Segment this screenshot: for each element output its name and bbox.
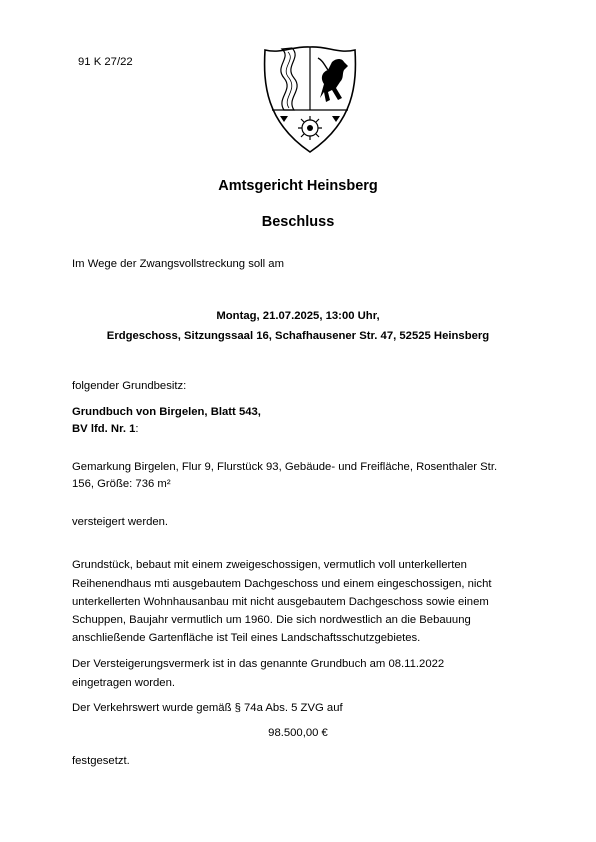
description-line: unterkellerten Wohnhausanbau mit nicht ausgebautem Dachgeschoss sowie einem [72, 596, 489, 608]
intro-text: Im Wege der Zwangsvollstreckung soll am [72, 258, 285, 270]
register-line: Grundbuch von Birgelen, Blatt 543, [72, 406, 261, 418]
bv-suffix: : [135, 423, 139, 435]
location-line: Erdgeschoss, Sitzungssaal 16, Schafhausener Str. 47, 52525 Heinsberg [106, 330, 490, 342]
entry-line: Der Versteigerungsvermerk ist in das genannte Grundbuch am 08.11.2022 [72, 658, 445, 670]
description-line: anschließende Gartenfläche ist Teil eines Landschaftsschutzgebietes. [72, 632, 421, 644]
date-line: Montag, 21.07.2025, 13:00 Uhr, [216, 310, 380, 322]
property-intro: folgender Grundbesitz: [72, 380, 187, 392]
coat-of-arms-nrw-icon [262, 44, 358, 156]
parcel-line-1: Gemarkung Birgelen, Flur 9, Flurstück 93, Gebäude- und Freifläche, Rosenthaler Str. [72, 461, 498, 473]
bv-line [72, 421, 139, 437]
bv-label: BV lfd. Nr. 1 [72, 423, 136, 435]
description-line: Reihenendhaus mti ausgebautem Dachgeschoss und einem eingeschossigen, nicht [72, 578, 492, 590]
parcel-line-2: 156, Größe: 736 m² [72, 478, 171, 490]
value-amount: 98.500,00 € [268, 727, 328, 739]
description-line: Schuppen, Baujahr vermutlich um 1960. Die sich nordwestlich an die Bebauung [72, 614, 471, 626]
court-name: Amtsgericht Heinsberg [218, 178, 378, 194]
auction-text: versteigert werden. [72, 516, 169, 528]
entry-line: eingetragen worden. [72, 677, 176, 689]
document-type: Beschluss [261, 214, 335, 230]
value-intro: Der Verkehrswert wurde gemäß § 74a Abs. 5 ZVG auf [72, 702, 343, 714]
description-line: Grundstück, bebaut mit einem zweigeschossigen, vermutlich voll unterkellerten [72, 559, 467, 571]
closing-text: festgesetzt. [72, 755, 130, 767]
file-number: 91 K 27/22 [78, 56, 133, 68]
